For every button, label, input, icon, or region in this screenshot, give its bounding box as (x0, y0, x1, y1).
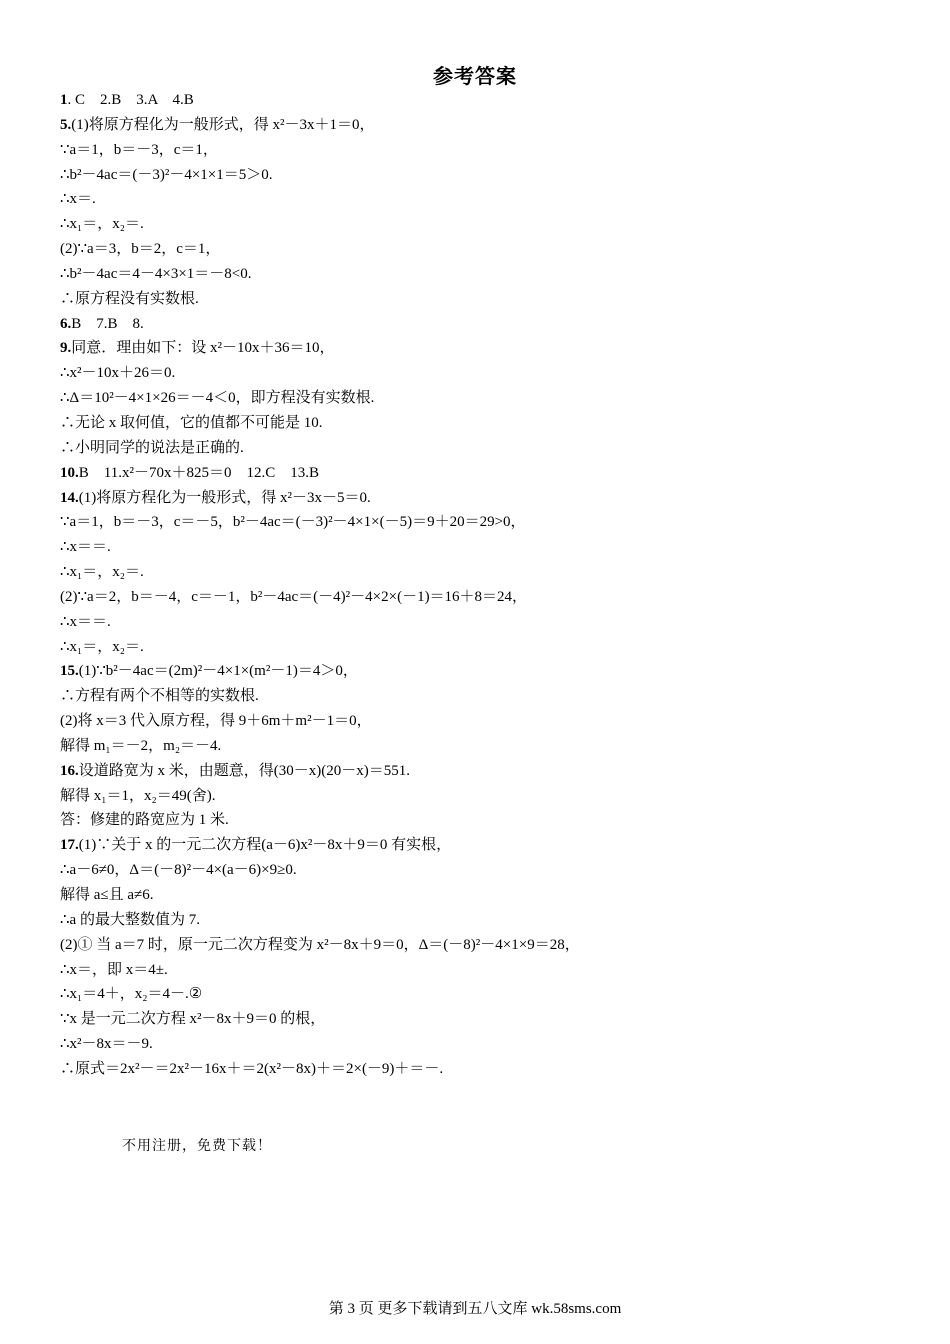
answer-line (60, 212, 920, 237)
answer-line (60, 635, 920, 660)
answer-line (60, 734, 920, 759)
answer-list (60, 88, 920, 1082)
answer-line (60, 833, 920, 858)
answer-text: B 11.x²－70x＋825＝0 12.C 13.B (78, 464, 319, 481)
answer-line (60, 982, 920, 1007)
answer-text: ∵a＝1，b＝－3，c＝－5，b²－4ac＝(－3)²－4×1×(－5)＝9＋20＝29>0， (60, 514, 526, 531)
answer-text: 解得 m₁＝－2，m₂＝－4. (60, 737, 222, 754)
answer-text: ∴x²－10x＋26＝0. (60, 365, 176, 382)
answer-text: ∴a 的最大整数值为 7. (60, 911, 200, 928)
answer-line (60, 1032, 920, 1057)
answer-line (60, 858, 920, 883)
answer-text: 答：修建的路宽应为 1 米. (60, 812, 229, 829)
answer-line (60, 187, 920, 212)
answer-text: ∴x＝. (60, 191, 96, 208)
answer-line (60, 784, 920, 809)
answer-line (60, 436, 920, 461)
answer-line (60, 113, 920, 138)
answer-text: ∴原式＝2x²－＝2x²－16x＋＝2(x²－8x)＋＝2×(－9)＋＝－. (60, 1060, 444, 1077)
answer-line (60, 386, 920, 411)
answer-text: ∴a－6≠0，Δ＝(－8)²－4×(a－6)×9≥0. (60, 862, 297, 879)
question-number: 17. (60, 837, 79, 854)
answer-line (60, 933, 920, 958)
answer-line (60, 659, 920, 684)
answer-line (60, 560, 920, 585)
answer-line (60, 262, 920, 287)
answer-text: (2)① 当 a＝7 时，原一元二次方程变为 x²－8x＋9＝0，Δ＝(－8)²－4×1×9＝28， (60, 936, 580, 953)
answer-text: 设道路宽为 x 米，由题意，得(30－x)(20－x)＝551. (78, 762, 410, 779)
answer-text: ∴x₁＝，x₂＝. (60, 638, 144, 655)
answer-line (60, 808, 920, 833)
page-footer: 第 3 页 更多下载请到五八文库 wk.58sms.com (328, 1301, 622, 1317)
answer-line (60, 510, 920, 535)
answer-line (60, 759, 920, 784)
answer-text: (2)∵a＝3，b＝2，c＝1， (60, 241, 221, 258)
answer-text: ∴x＝，即 x＝4±. (60, 961, 168, 978)
answer-text: . C 2.B 3.A 4.B (67, 92, 194, 108)
answer-line (60, 312, 920, 337)
answer-text: ∴Δ＝10²－4×1×26＝－4＜0，即方程没有实数根. (60, 390, 375, 407)
answer-text: ∴x₁＝4＋，x₂＝4－.② (60, 986, 203, 1003)
answer-text: (2)∵a＝2，b＝－4，c＝－1，b²－4ac＝(－4)²－4×2×(－1)＝16＋8＝24， (60, 588, 528, 605)
answer-text: ∵a＝1，b＝－3，c＝1， (60, 141, 218, 158)
answer-text: (1)将原方程化为一般形式，得 x²－3x－5＝0. (78, 489, 371, 506)
answer-text: ∵x 是一元二次方程 x²－8x＋9＝0 的根， (60, 1011, 326, 1028)
answer-text: ∴x²－8x＝－9. (60, 1036, 153, 1053)
answer-line (60, 336, 920, 361)
answer-text: (1)将原方程化为一般形式，得 x²－3x＋1＝0， (71, 116, 375, 133)
answer-text: ∴原方程没有实数根. (60, 290, 199, 307)
answer-line (60, 684, 920, 709)
answer-text: ∴x＝＝. (60, 613, 111, 630)
answer-text: B 7.B 8. (71, 315, 144, 332)
answer-line (60, 585, 920, 610)
answer-text: 解得 x₁＝1，x₂＝49(舍). (60, 787, 216, 804)
question-number: 9. (60, 340, 72, 357)
answer-text: (2)将 x＝3 代入原方程，得 9＋6m＋m²－1＝0， (60, 713, 372, 730)
question-number: 1 (60, 92, 68, 108)
answer-line (60, 88, 920, 113)
answer-line (60, 709, 920, 734)
answer-line (60, 1057, 920, 1082)
answer-line (60, 237, 920, 262)
answer-line (60, 163, 920, 188)
question-number: 14. (60, 489, 79, 506)
answer-text: ∴小明同学的说法是正确的. (60, 439, 244, 456)
answer-text: (1)∵关于 x 的一元二次方程(a－6)x²－8x＋9＝0 有实根， (78, 837, 452, 854)
answer-text: ∴b²－4ac＝4－4×3×1＝－8<0. (60, 265, 252, 282)
answer-text: 解得 a≤且 a≠6. (60, 887, 154, 903)
download-note: 不用注册，免费下载！ (122, 1138, 272, 1154)
answer-line (60, 883, 920, 908)
answer-text: 同意．理由如下：设 x²－10x＋36＝10， (71, 340, 335, 357)
question-number: 5. (60, 116, 72, 133)
answer-line (60, 535, 920, 560)
question-number: 6. (60, 315, 72, 332)
answer-line (60, 610, 920, 635)
question-number: 16. (60, 762, 79, 779)
answer-text: (1)∵b²－4ac＝(2m)²－4×1×(m²－1)＝4＞0， (78, 663, 358, 680)
answer-line (60, 287, 920, 312)
page-title: 参考答案 (433, 64, 517, 88)
answer-line (60, 138, 920, 163)
question-number: 10. (60, 464, 79, 481)
answer-line (60, 411, 920, 436)
answer-line (60, 908, 920, 933)
answer-text: ∴b²－4ac＝(－3)²－4×1×1＝5＞0. (60, 166, 273, 183)
question-number: 15. (60, 663, 79, 680)
answer-text: ∴无论 x 取何值，它的值都不可能是 10. (60, 414, 323, 431)
answer-line (60, 958, 920, 983)
answer-line (60, 461, 920, 486)
answer-line (60, 1007, 920, 1032)
answer-text: ∴x₁＝，x₂＝. (60, 564, 144, 581)
answer-text: ∴x₁＝，x₂＝. (60, 216, 144, 233)
answer-line (60, 486, 920, 511)
answer-text: ∴x＝＝. (60, 539, 111, 556)
answer-text: ∴方程有两个不相等的实数根. (60, 688, 259, 705)
answer-line (60, 361, 920, 386)
